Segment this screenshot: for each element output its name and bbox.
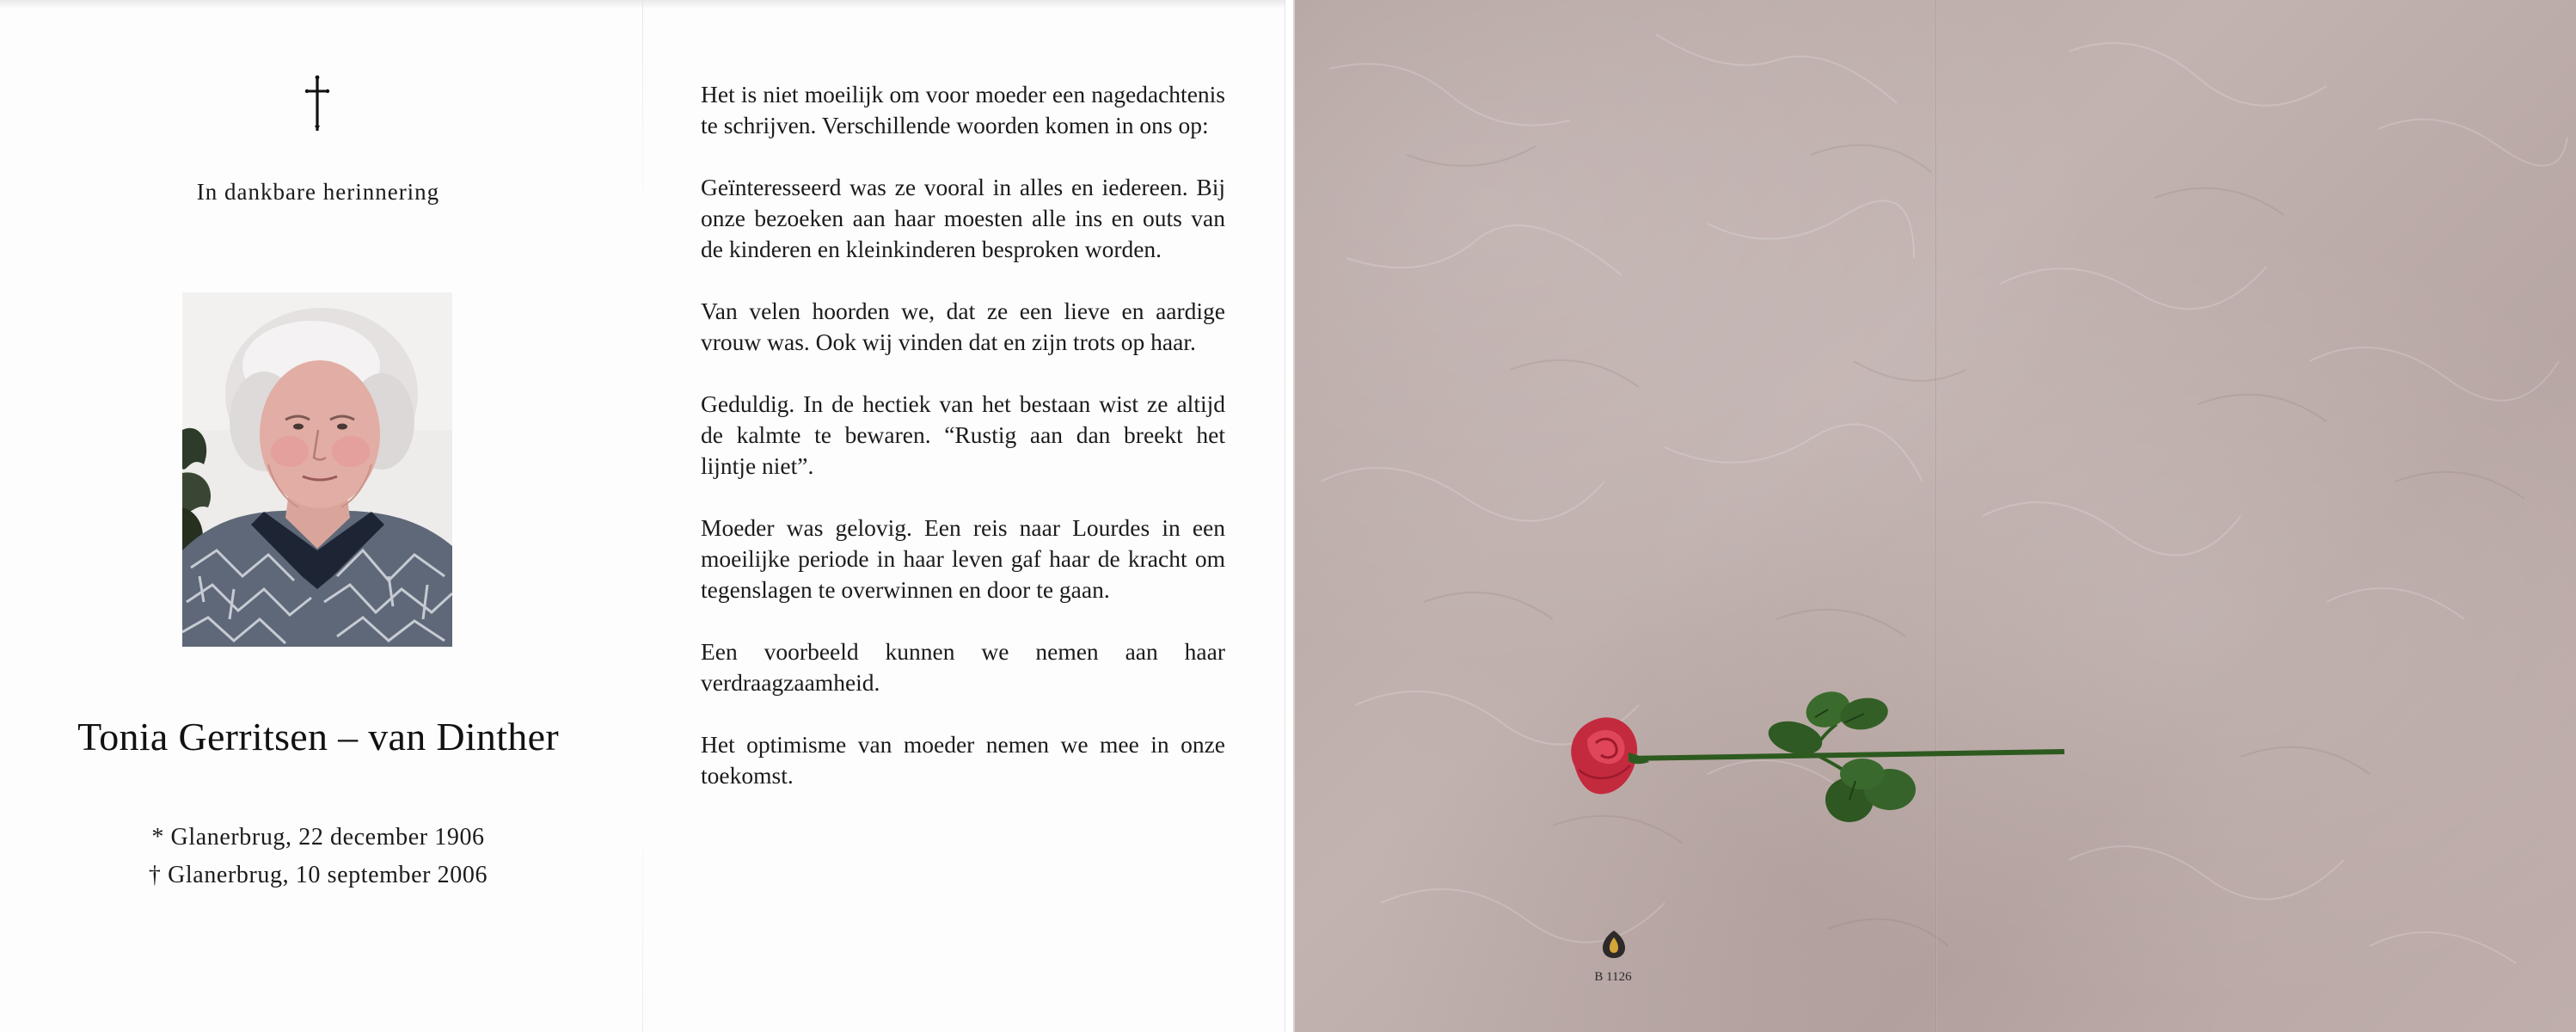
center-fold: [642, 0, 643, 1032]
cover-spread: [1293, 0, 2576, 1032]
publisher-logo-icon: [1599, 929, 1628, 960]
paragraph: Moeder was gelovig. Een reis naar Lourdes in een moeilijke periode in haar leven gaf haar de kracht om tegenslagen te overwinnen en door te gaan.: [701, 514, 1225, 603]
rose-icon: [1553, 679, 2069, 851]
deceased-name: Tonia Gerritsen – van Dinther: [77, 715, 559, 759]
dedication: In dankbare herinnering: [196, 179, 440, 205]
paragraph: Geïnteresseerd was ze vooral in alles en iedereen. Bij onze bezoeken aan haar moesten alle ins en outs van de kinderen en kleinkinderen besproken worden.: [701, 174, 1225, 262]
birth-line: * Glanerbrug, 22 december 1906: [151, 824, 485, 851]
paragraph: Van velen hoorden we, dat ze een lieve en aardige vrouw was. Ook wij vinden dat en zijn trots op haar.: [701, 298, 1225, 355]
life-dates: [52, 819, 585, 894]
cross-icon: [303, 74, 332, 134]
paragraph: Geduldig. In de hectiek van het bestaan wist ze altijd de kalmte te bewaren. “Rustig aan dan breekt het lijntje niet”.: [701, 390, 1225, 479]
death-line: † Glanerbrug, 10 september 2006: [148, 862, 488, 888]
paragraph: Het optimisme van moeder nemen we mee in onze toekomst.: [701, 731, 1225, 789]
product-code: B 1126: [1594, 970, 1632, 984]
inside-spread: [0, 0, 1285, 1032]
portrait-photo: [182, 292, 452, 647]
paragraph: Een voorbeeld kunnen we nemen aan haar verdraagzaamheid.: [701, 638, 1225, 696]
memorial-text: [701, 79, 1225, 822]
paragraph: Het is niet moeilijk om voor moeder een nagedachtenis te schrijven. Verschillende woorden komen in ons op:: [701, 81, 1225, 138]
cover-fold: [1935, 0, 1937, 1032]
